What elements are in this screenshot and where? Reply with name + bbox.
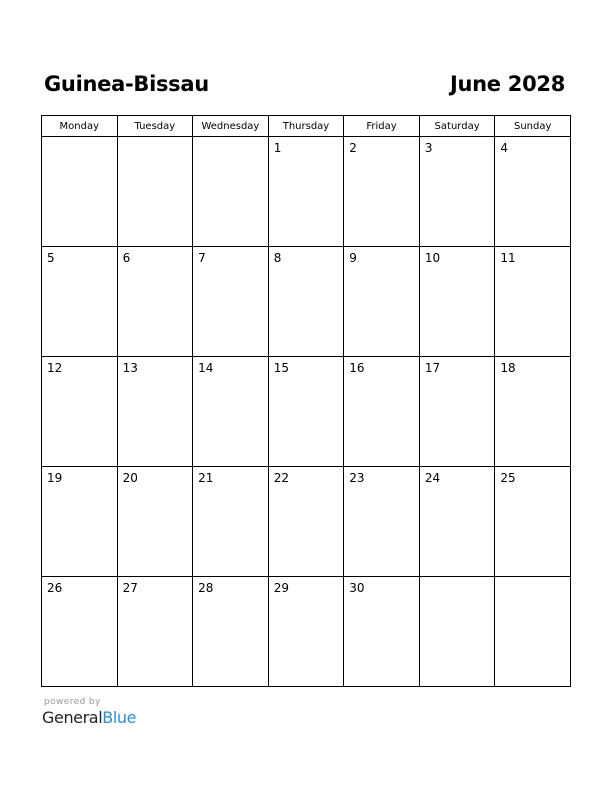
powered-by-label: powered by [44, 697, 101, 707]
day-cell [419, 357, 495, 467]
week-row [42, 577, 571, 687]
day-cell [268, 467, 344, 577]
week-row [42, 137, 571, 247]
generalblue-logo[interactable] [42, 708, 136, 727]
day-number: 10 [424, 251, 441, 265]
day-number: 6 [122, 251, 131, 265]
day-cell [193, 137, 269, 247]
day-cell [117, 357, 193, 467]
day-cell [344, 247, 420, 357]
country-title: Guinea-Bissau [44, 72, 209, 96]
day-number: 15 [273, 361, 289, 375]
day-number: 4 [500, 141, 509, 155]
day-cell [495, 357, 571, 467]
weekday-header: Monday [42, 116, 118, 137]
brand-blue-text: Blue [102, 708, 137, 727]
day-number: 30 [349, 581, 365, 595]
day-cell [268, 577, 344, 687]
day-cell [419, 467, 495, 577]
day-cell [42, 467, 118, 577]
day-cell [117, 247, 193, 357]
day-number [420, 577, 495, 581]
weekday-header: Tuesday [117, 116, 193, 137]
day-number: 24 [424, 471, 441, 485]
day-cell [344, 577, 420, 687]
day-cell [419, 577, 495, 687]
day-number: 8 [273, 251, 282, 265]
day-cell [495, 467, 571, 577]
day-cell [419, 137, 495, 247]
day-cell [495, 247, 571, 357]
day-number: 28 [198, 581, 214, 595]
weekday-header: Friday [344, 116, 420, 137]
day-number: 2 [349, 141, 357, 155]
day-number: 1 [273, 141, 282, 155]
day-number: 23 [349, 471, 365, 485]
week-row [42, 357, 571, 467]
day-number: 19 [47, 471, 63, 485]
day-number: 29 [273, 581, 289, 595]
day-cell [344, 357, 420, 467]
day-cell [117, 577, 193, 687]
day-cell [268, 137, 344, 247]
day-number: 12 [47, 361, 63, 375]
day-number: 5 [47, 251, 55, 265]
day-number: 26 [47, 581, 63, 595]
weekday-header-row [42, 116, 571, 137]
day-number: 17 [424, 361, 441, 375]
day-number: 7 [198, 251, 206, 265]
day-cell [117, 137, 193, 247]
day-cell [419, 247, 495, 357]
day-cell [193, 577, 269, 687]
day-cell [193, 357, 269, 467]
day-number: 22 [273, 471, 289, 485]
brand-general-text: General [42, 708, 103, 727]
day-cell [42, 247, 118, 357]
day-cell [268, 357, 344, 467]
day-number: 11 [500, 251, 516, 265]
day-number: 16 [349, 361, 365, 375]
day-cell [117, 467, 193, 577]
day-number [193, 137, 268, 141]
calendar-grid [41, 115, 571, 687]
day-number: 3 [424, 141, 433, 155]
day-cell [344, 137, 420, 247]
day-number [495, 577, 570, 581]
week-row [42, 467, 571, 577]
day-cell [268, 247, 344, 357]
day-number: 21 [198, 471, 214, 485]
day-number: 18 [500, 361, 516, 375]
day-number: 13 [122, 361, 138, 375]
day-number: 9 [349, 251, 357, 265]
weekday-header: Wednesday [193, 116, 269, 137]
month-year-title: June 2028 [449, 72, 565, 96]
weekday-header: Sunday [495, 116, 571, 137]
weekday-header: Saturday [419, 116, 495, 137]
weekday-header: Thursday [268, 116, 344, 137]
day-cell [42, 577, 118, 687]
day-cell [495, 577, 571, 687]
day-cell [42, 357, 118, 467]
week-row [42, 247, 571, 357]
day-cell [344, 467, 420, 577]
day-number [42, 137, 117, 141]
day-cell [193, 247, 269, 357]
day-number: 14 [198, 361, 214, 375]
day-number: 27 [122, 581, 138, 595]
day-number [118, 137, 193, 141]
day-number: 20 [122, 471, 138, 485]
day-cell [495, 137, 571, 247]
day-cell [193, 467, 269, 577]
day-number: 25 [500, 471, 516, 485]
day-cell [42, 137, 118, 247]
